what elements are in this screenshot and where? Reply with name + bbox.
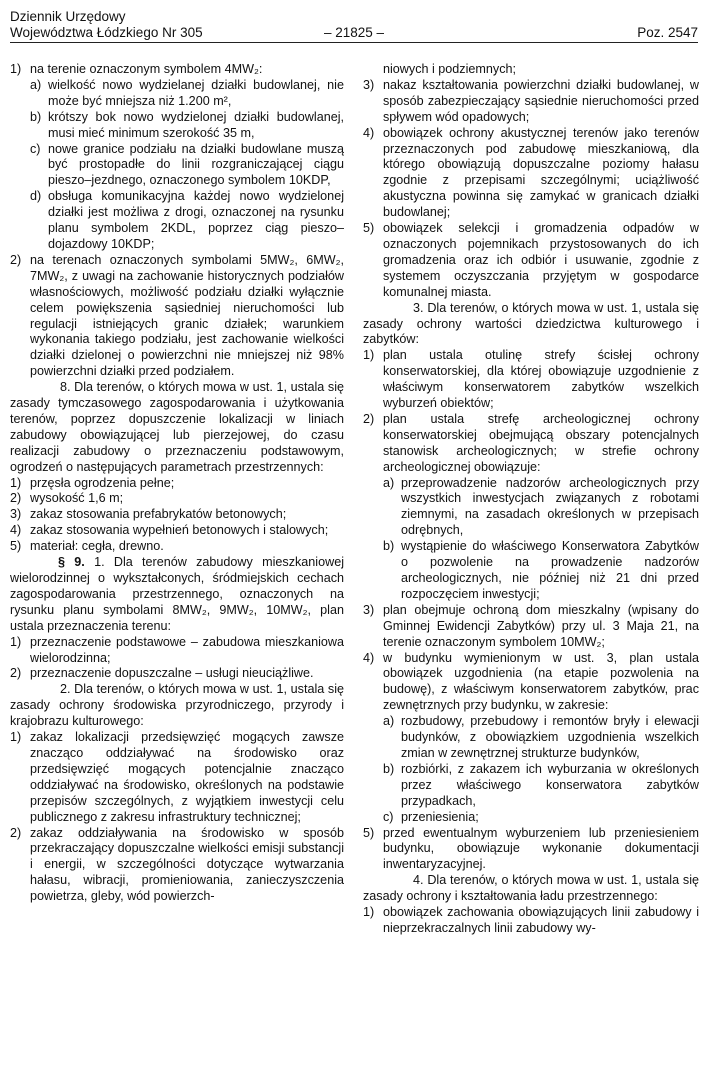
right-column <box>363 62 699 937</box>
list-item: 5) materiał: cegła, drewno. <box>10 539 164 554</box>
position-number: Poz. 2547 <box>637 25 698 40</box>
section-label: § 9. <box>58 555 85 570</box>
sub-item: c) nowe granice podziału na działki budowlane muszą być prostopadłe do linii rozgraniczającej ciągu pieszo–jezdnego, oznaczonego symbolem 10KDP, <box>30 141 344 188</box>
paragraph: 2. Dla terenów, o których mowa w ust. 1, ustala się zasady ochrony środowiska przyrodniczego, przyrody i krajobrazu kulturowego: <box>10 682 344 729</box>
list-item: 3) plan obejmuje ochroną dom mieszkalny (wpisany do Gminnej Ewidencji Zabytków) przy ul. 3 Maja 21, na terenie oznaczonym symbolem 10MW₂; <box>363 602 699 649</box>
continued-text: niowych i podziemnych; <box>383 62 516 76</box>
page-number: – 21825 – <box>323 25 385 40</box>
list-item: 2) zakaz oddziaływania na środowisko w sposób przekraczający dopuszczalne wielkości emisji substancji i energii, w szczególności dotyczące wytwarzania hałasu, wibracji, promieniowania, zanieczyszczenia powietrza, gleby, wód powierzch- <box>10 825 344 904</box>
section-text: 1. Dla terenów zabudowy mieszkaniowej wielorodzinnej o wykształconych, śródmiejskich cechach zagospodarowania przestrzennego, oznaczonych na rysunku planu symbolami 8MW₂, 9MW₂, 10MW₂, plan ustala przeznaczenia terenu: <box>10 555 344 633</box>
list-item: 2) na terenach oznaczonych symbolami 5MW₂, 6MW₂, 7MW₂, z uwagi na zachowanie historycznych podziałów własnościowych, możliwość podziału działki wyłącznie celem powiększenia sąsiedniej nieruchomości lub regulacji istniejących granic działek; warunkiem wykonania takiego podziału, jest zachowanie wielkości działki dzielonej o powierzchni nie mniejszej niż 98% powierzchni działki przed podziałem. <box>10 252 344 379</box>
list-item: 5) obowiązek selekcji i gromadzenia odpadów w oznaczonych pojemnikach przystosowanych do ich gromadzenia oraz ich odbiór i usuwanie, zgodnie z systemem oczyszczania przyjętym w gospodarce komunalnej miasta. <box>363 221 699 299</box>
list-item: 2) wysokość 1,6 m; <box>10 491 124 506</box>
header-row-1 <box>10 9 698 25</box>
page-header <box>10 9 698 43</box>
header-row-2 <box>10 25 698 43</box>
paragraph: 4. Dla terenów, o których mowa w ust. 1, ustala się zasady ochrony i kształtowania ładu przestrzennego: <box>363 873 699 904</box>
list-item: 1) zakaz lokalizacji przedsięwzięć mogących zawsze znacząco oddziaływać na środowisko oraz przedsięwzięć mogących potencjalnie znacząco oddziaływać na środowisko, określonych na podstawie przepisów szczególnych, z wyjątkiem inwestycji celu publicznego z zakresu infrastruktury technicznej; <box>10 730 344 824</box>
list-item: 4) w budynku wymienionym w ust. 3, plan ustala obowiązek uzgodnienia (na etapie pozwolenia na budowę), z właściwym konserwatorem zabytków, prac zewnętrznych przy budynku, w zakresie: <box>363 650 699 713</box>
list-item: 4) zakaz stosowania wypełnień betonowych i stalowych; <box>10 523 329 538</box>
list-item: 1) przęsła ogrodzenia pełne; <box>10 475 175 490</box>
paragraph: 8. Dla terenów, o których mowa w ust. 1, ustala się zasady tymczasowego zagospodarowania i użytkowania terenów, poprzez dopuszczenie lokalizacji w liniach zabudowy obowiązującej lub pierzejowej, do czasu realizacji zabudowy o przeznaczeniu podstawowym, ogrodzeń o następujących parametrach przestrzennych: <box>10 380 344 474</box>
list-item: 1) obowiązek zachowania obowiązujących linii zabudowy i nieprzekraczalnych linii zabudowy wy- <box>363 905 699 935</box>
sub-item: b) krótszy bok nowo wydzielonej działki budowlanej, musi mieć minimum szerokość 35 m, <box>30 109 344 140</box>
journal-issue: Województwa Łódzkiego Nr 305 <box>10 25 203 40</box>
list-item: 3) zakaz stosowania prefabrykatów betonowych; <box>10 507 287 522</box>
list-item: 1) plan ustala otulinę strefy ścisłej ochrony konserwatorskiej, dla której obowiązuje uzgodnienie z właściwym konserwatorem zabytków wszelkich wyburzeń obiektów; <box>363 348 699 411</box>
list-item: 5) przed ewentualnym wyburzeniem lub przeniesieniem budynku, obowiązuje wykonanie dokumentacji inwentaryzacyjnej. <box>363 825 699 872</box>
list-item: 1) przeznaczenie podstawowe – zabudowa mieszkaniowa wielorodzinna; <box>10 634 344 665</box>
sub-item: d) obsługa komunikacyjna każdej nowo wydzielonej działki jest możliwa z drogi, oznaczonej na rysunku planu symbolem 2KDL, poprzez ciąg pieszo–dojazdowy 10KDP; <box>30 189 344 251</box>
sub-item: b) wystąpienie do właściwego Konserwatora Zabytków o pozwolenie na prowadzenie nadzorów archeologicznych, nie później niż 21 dni przed rozpoczęciem inwestycji; <box>383 539 699 601</box>
list-item: 3) nakaz kształtowania powierzchni działki budowlanej, w sposób zabezpieczający sąsiednie nieruchomości przed spływem wód opadowych; <box>363 77 699 124</box>
section-paragraph <box>10 555 344 635</box>
list-item: 1) na terenie oznaczonym symbolem 4MW₂: <box>10 62 263 76</box>
sub-item: a) przeprowadzenie nadzorów archeologicznych przy wszystkich inwestycjach związanych z robotami ziemnymi, na zasadach określonych w przepisach odrębnych, <box>383 475 699 538</box>
sub-item: b) rozbiórki, z zakazem ich wyburzania w określonych przez właściwego konserwatora zabytków przypadkach, <box>383 761 699 808</box>
list-item: 2) przeznaczenie dopuszczalne – usługi nieuciążliwe. <box>10 666 314 681</box>
journal-title: Dziennik Urzędowy <box>10 9 126 24</box>
list-item: 4) obowiązek ochrony akustycznej terenów jako terenów przeznaczonych pod zabudowę mieszkaniową, dla którego obowiązują dopuszczalne poziomy hałasu zgodnie z przepisami szczególnymi; uciążliwość akustyczna powinna się zamykać w granicach działki budowlanej; <box>363 125 699 220</box>
left-column <box>10 62 344 905</box>
list-item: 2) plan ustala strefę archeologicznej ochrony konserwatorskiej obejmującą obszary potencjalnych stanowisk archeologicznych; w strefie ochrony archeologicznej obowiązuje: <box>363 411 699 474</box>
sub-item: c) przeniesienia; <box>383 809 479 824</box>
sub-item: a) wielkość nowo wydzielanej działki budowlanej, nie może być mniejsza niż 1.200 m², <box>30 77 344 108</box>
sub-item: a) rozbudowy, przebudowy i remontów bryły i elewacji budynków, z obowiązkiem uzgodnienia wszelkich zmian w zewnętrznej strukturze budynków, <box>383 714 699 760</box>
paragraph: 3. Dla terenów, o których mowa w ust. 1, ustala się zasady ochrony wartości dziedzictwa kulturowego i zabytków: <box>363 300 699 347</box>
